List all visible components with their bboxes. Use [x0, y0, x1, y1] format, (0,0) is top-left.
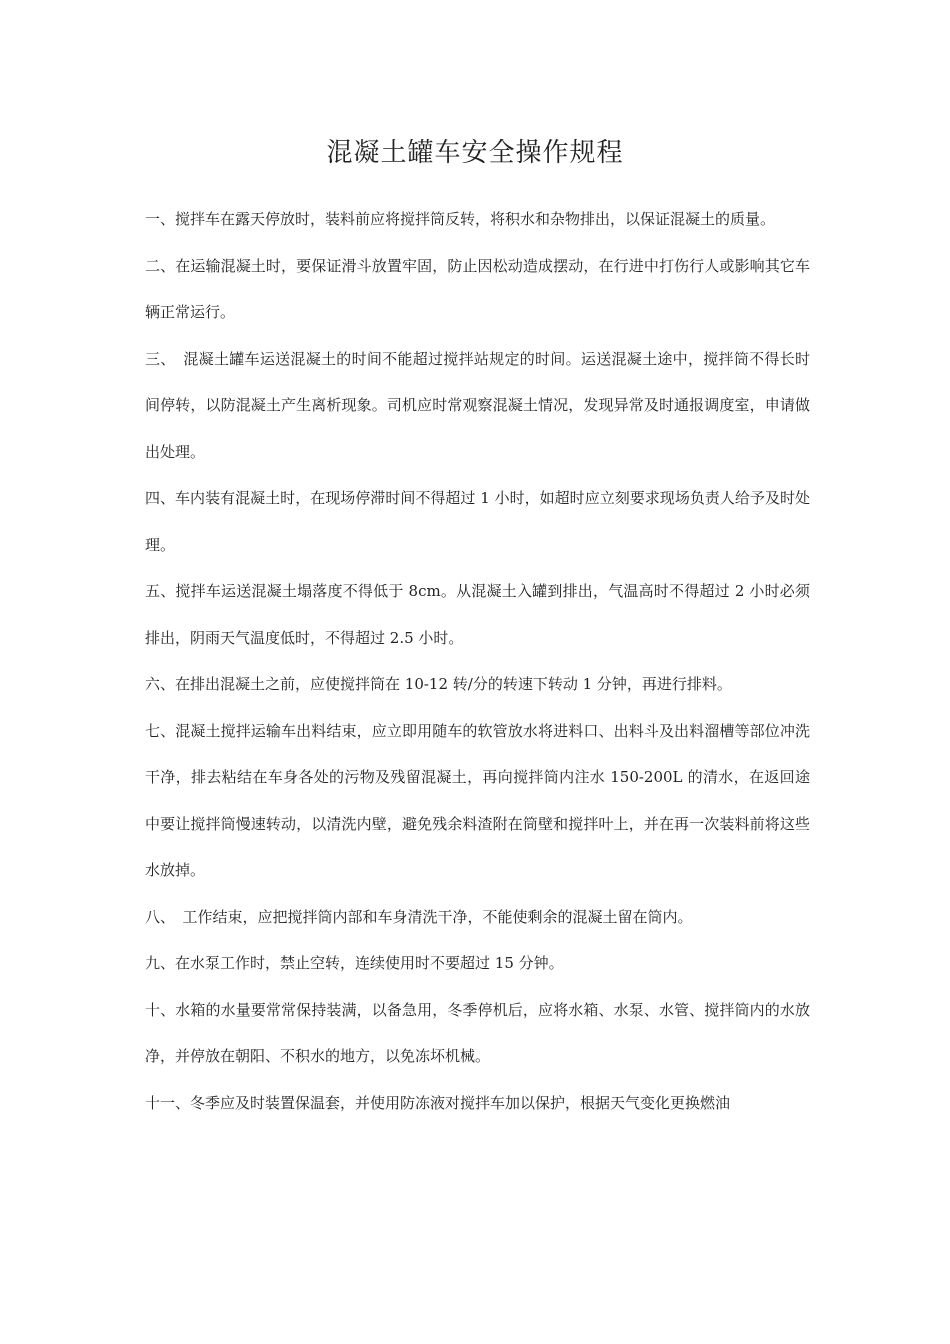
- paragraph-10: 十、水箱的水量要常常保持装满，以备急用，冬季停机后，应将水箱、水泵、水管、搅拌筒内的水放净，并停放在朝阳、不积水的地方，以免冻坏机械。: [145, 1000, 810, 1065]
- paragraph-11: 十一、冬季应及时装置保温套，并使用防冻液对搅拌车加以保护，根据天气变化更换燃油: [145, 1093, 731, 1112]
- document-body: [145, 196, 810, 1126]
- paragraph-3: 三、 混凝土罐车运送混凝土的时间不能超过搅拌站规定的时间。运送混凝土途中，搅拌筒不得长时间停转，以防混凝土产生离析现象。司机应时常观察混凝土情况，发现异常及时通报调度室，申请做出处理。: [145, 349, 810, 461]
- paragraph-8: 八、 工作结束，应把搅拌筒内部和车身清洗干净，不能使剩余的混凝土留在筒内。: [145, 907, 693, 926]
- paragraph-5: 五、搅拌车运送混凝土塌落度不得低于 8cm。从混凝土入罐到排出，气温高时不得超过 2 小时必须排出，阴雨天气温度低时，不得超过 2.5 小时。: [145, 582, 810, 647]
- paragraph-1: 一、搅拌车在露天停放时，装料前应将搅拌筒反转，将积水和杂物排出，以保证混凝土的质量。: [145, 210, 776, 228]
- paragraph-7: 七、混凝土搅拌运输车出料结束，应立即用随车的软管放水将进料口、出料斗及出料溜槽等部位冲洗干净，排去粘结在车身各处的污物及残留混凝土，再向搅拌筒内注水 150-200L 的清水，在返回途中要让搅拌筒慢速转动，以清洗内壁，避免残余料渣附在筒壁和搅拌叶上，并在再一次装料前将这些水放掉。: [145, 721, 810, 879]
- paragraph-2: 二、在运输混凝土时，要保证滑斗放置牢固，防止因松动造成摆动，在行进中打伤行人或影响其它车辆正常运行。: [145, 256, 810, 321]
- document-title: 混凝土罐车安全操作规程: [326, 138, 624, 168]
- paragraph-6: 六、在排出混凝土之前，应使搅拌筒在 10-12 转/分的转速下转动 1 分钟，再进行排料。: [145, 675, 732, 693]
- paragraph-4: 四、车内装有混凝土时，在现场停滞时间不得超过 1 小时，如超时应立刻要求现场负责人给予及时处理。: [145, 489, 810, 554]
- paragraph-9: 九、在水泵工作时，禁止空转，连续使用时不要超过 15 分钟。: [145, 954, 564, 972]
